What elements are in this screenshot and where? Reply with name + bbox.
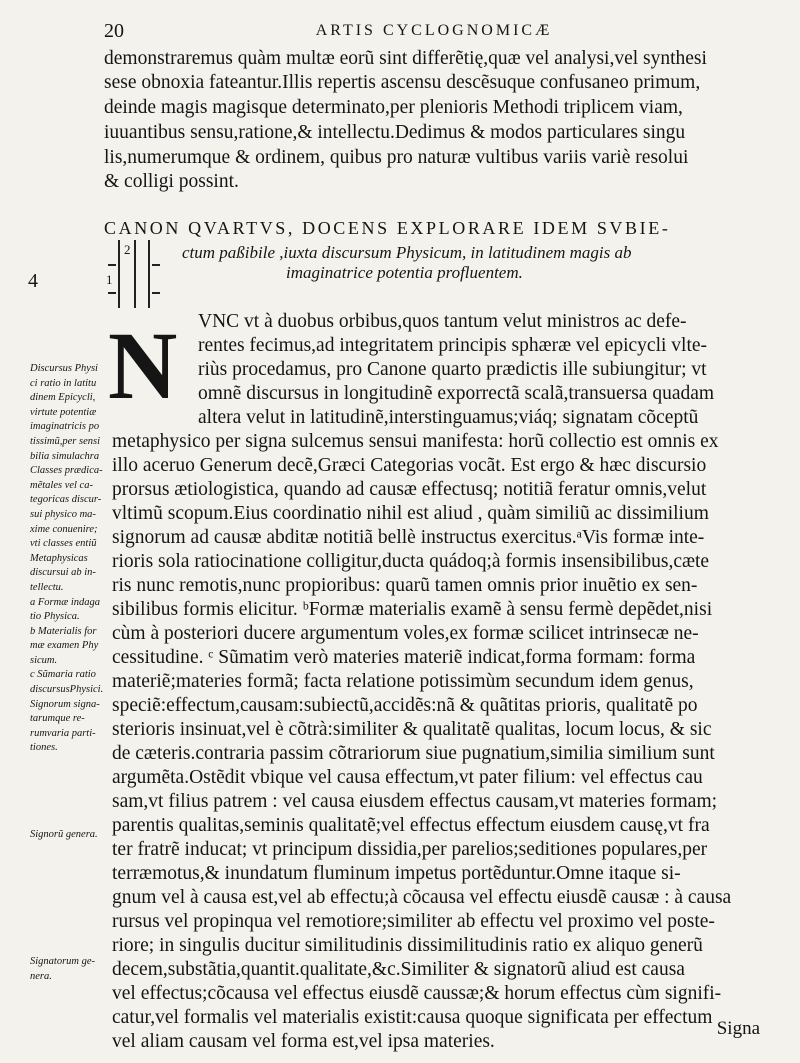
running-title: ARTIS CYCLOGNOMICÆ: [315, 22, 553, 39]
text-line: altera velut in latitudinẽ,interstinguamus;viáq; signatam cõceptũ: [198, 407, 699, 428]
text-line: de cæteris.contraria passim cõtrariorum siue pugnatium,similia similium sunt: [112, 743, 715, 764]
text-line: materiẽ;materies formã; facta relatione potissimùm secundum idem genus,: [112, 671, 694, 692]
text-line: ter fratrẽ inducat; vt principum dissidia,per parelios;seditiones populares,per: [112, 839, 708, 860]
margin-note-line: Signorũ genera.: [30, 829, 98, 840]
margin-note-line: tio Physica.: [30, 611, 80, 623]
page-header: [104, 20, 764, 44]
margin-note-line: a Formæ indaga: [30, 596, 101, 608]
margin-note-line: Discursus Physi: [30, 363, 98, 374]
text-line: catur,vel formalis vel materialis existit:causa quoque significata per effectum: [112, 1007, 713, 1028]
text-line: gnum vel à causa est,vel ab effectu;à cõcausa vel effectu eiusdẽ causæ : à causa: [112, 887, 732, 908]
canon-margin-number: 4: [28, 270, 38, 292]
margin-note-line: vti classes entiũ: [30, 538, 97, 550]
scheme-label: 2: [124, 242, 131, 257]
margin-note-line: Classes prædica-: [30, 465, 103, 477]
text-line: sterioris insinuat,vel è cõtrà:similiter & qualitatẽ qualitas, locum locus, & sic: [112, 719, 712, 740]
text-line: rursus vel propinqua vel remotiore;similiter ab effectu vel proximo vel poste-: [112, 911, 715, 932]
text-line: metaphysico per signa sulcemus sensui manifesta: horũ collectio est omnis ex: [112, 431, 719, 452]
margin-note-line: discursusPhysici.: [30, 684, 104, 696]
scheme-bar: [134, 240, 136, 308]
margin-note-main: [30, 362, 106, 756]
text-line: illo aceruo Generum decẽ,Græci Categorias vocãt. Est ergo & hæc discursio: [112, 455, 707, 476]
margin-note-line: tellectu.: [30, 581, 64, 593]
margin-note-line: rumvaria parti-: [30, 727, 96, 739]
canon-subtitle-line: imaginatrice potentia profluentem.: [286, 263, 523, 282]
margin-note-line: tiones.: [30, 742, 58, 754]
text-line: vel aliam causam vel forma est,vel ipsa materies.: [112, 1031, 495, 1052]
scheme-label: 1: [106, 272, 113, 287]
text-line: lis,numerumque & ordinem, quibus pro naturæ vultibus variis variè resolui: [104, 147, 689, 168]
margin-note-line: mæ examen Phy: [30, 640, 99, 652]
text-line: riore; in singulis ducitur similitudinis dissimilitudinis ratio ex aliquo generũ: [112, 935, 703, 956]
text-line: riùs procedamus, pro Canone quarto prædictis ille subiungitur; vt: [198, 359, 707, 380]
scheme-tick: [152, 264, 160, 266]
text-line: & colligi possint.: [104, 171, 239, 192]
text-line: prorsus ætiologistica, quando ad causæ effectusq; notitiã feratur omnis,velut: [112, 479, 707, 500]
margin-note-line: discursui ab in-: [30, 567, 96, 579]
margin-note-signorum: [30, 828, 106, 843]
text-line: demonstraremus quàm multæ eorũ sint differẽtię,quæ vel analysi,vel synthesi: [104, 48, 707, 69]
text-line: deinde magis magisque determinato,per plenioris Methodi triplicem viam,: [104, 97, 683, 118]
text-line: sam,vt filius patrem : vel causa eiusdem effectus causam,vt materies formam;: [112, 791, 718, 812]
canon-scheme-diagram: [104, 240, 164, 310]
text-line: argumẽta.Ostẽdit vbique vel causa effectum,vt pater filium: vel effectus cau: [112, 767, 703, 788]
text-line: parentis qualitas,seminis qualitatẽ;vel effectus effectum eiusdem causę,vt fra: [112, 815, 710, 836]
margin-note-line: virtute potentiæ: [30, 406, 97, 418]
drop-cap: N: [108, 312, 178, 419]
margin-note-line: xime conuenire;: [30, 523, 98, 535]
margin-note-line: Signorum signa-: [30, 698, 100, 710]
text-line: iuuantibus sensu,ratione,& intellectu.Dedimus & modos particulares singu: [104, 122, 686, 143]
text-line: speciẽ:effectum,causam:subiectũ,accidẽs:nã & quãtitas prioris, qualitatẽ po: [112, 695, 698, 716]
margin-note-line: sui physico ma-: [30, 508, 96, 520]
text-line: VNC vt à duobus orbibus,quos tantum velut ministros ac defe-: [198, 311, 687, 332]
scheme-bar: [148, 240, 150, 308]
text-line: rioris sola ratiocinatione colligitur,ducta quádoq;à formis insensibilibus,cæte: [112, 551, 710, 572]
margin-note-line: tarumque re-: [30, 713, 85, 725]
page-number: 20: [104, 20, 124, 42]
scheme-tick: [108, 292, 116, 294]
text-line: vltimũ scopum.Eius coordinatio nihil est aliud , quàm similiũ ac dissimilium: [112, 503, 709, 524]
margin-note-line: b Materialis for: [30, 625, 97, 637]
canon-heading: CANON QVARTVS, DOCENS EXPLORARE IDEM SVBIE-: [104, 218, 671, 238]
margin-note-line: Metaphysicas: [30, 552, 88, 564]
margin-note-line: mẽtales vel ca-: [30, 479, 93, 491]
text-line: cùm à posteriori ducere argumentum voles,ex formæ scilicet intrinsecæ ne-: [112, 623, 699, 644]
text-line: rentes fecimus,ad integritatem principis sphæræ vel epicycli vlte-: [198, 335, 708, 356]
margin-note-line: c Sũmaria ratio: [30, 669, 96, 681]
margin-note-line: tissimũ,per sensi: [30, 435, 101, 447]
text-line: sese obnoxia fateantur.Illis repertis ascensu descẽsuque confusaneo primum,: [104, 72, 701, 93]
catchword: Signa: [716, 1018, 760, 1039]
text-line: ris nunc remotis,nunc propioribus: quarũ tamen omnis prior inuẽtio ex sen-: [112, 575, 698, 596]
canon-subtitle-line: ctum paßibile ,iuxta discursum Physicum, in latitudinem magis ab: [182, 243, 632, 262]
text-line: sibilibus formis elicitur. ᵇFormæ materialis examẽ à sensu fermè depẽdet,nisi: [112, 599, 713, 620]
scheme-bar: [118, 240, 120, 308]
text-line: vel effectus;cõcausa vel effectus eiusdẽ caussæ;& horum effectus cùm signifi-: [112, 983, 722, 1004]
text-line: signorum ad causæ abditæ notitiã bellè instructus exercitus.ᵃVis formæ inte-: [112, 527, 705, 548]
scheme-tick: [152, 292, 160, 294]
margin-note-line: ci ratio in latitu: [30, 377, 97, 389]
margin-note-line: imaginatricis po: [30, 421, 100, 433]
margin-note-line: bilia simulachra: [30, 450, 100, 462]
margin-note-line: nera.: [30, 970, 52, 982]
margin-note-line: tegoricas discur-: [30, 494, 102, 506]
margin-note-signatorum: [30, 955, 106, 984]
text-line: omnẽ discursus in longitudinẽ exporrectã scalã,transuersa quadam: [198, 383, 715, 404]
margin-note-line: dinem Epicycli,: [30, 392, 96, 404]
text-line: decem,substãtia,quantit.qualitate,&c.Similiter & signatorũ aliud est causa: [112, 959, 685, 980]
scheme-tick: [108, 264, 116, 266]
margin-note-line: sicum.: [30, 654, 58, 666]
text-line: terræmotus,& inundatum fluminum impetus portẽduntur.Omne itaque si-: [112, 863, 681, 884]
margin-note-line: Signatorum ge-: [30, 956, 96, 967]
text-line: cessitudine. ᶜ Sũmatim verò materies materiẽ indicat,forma formam: forma: [112, 647, 696, 668]
